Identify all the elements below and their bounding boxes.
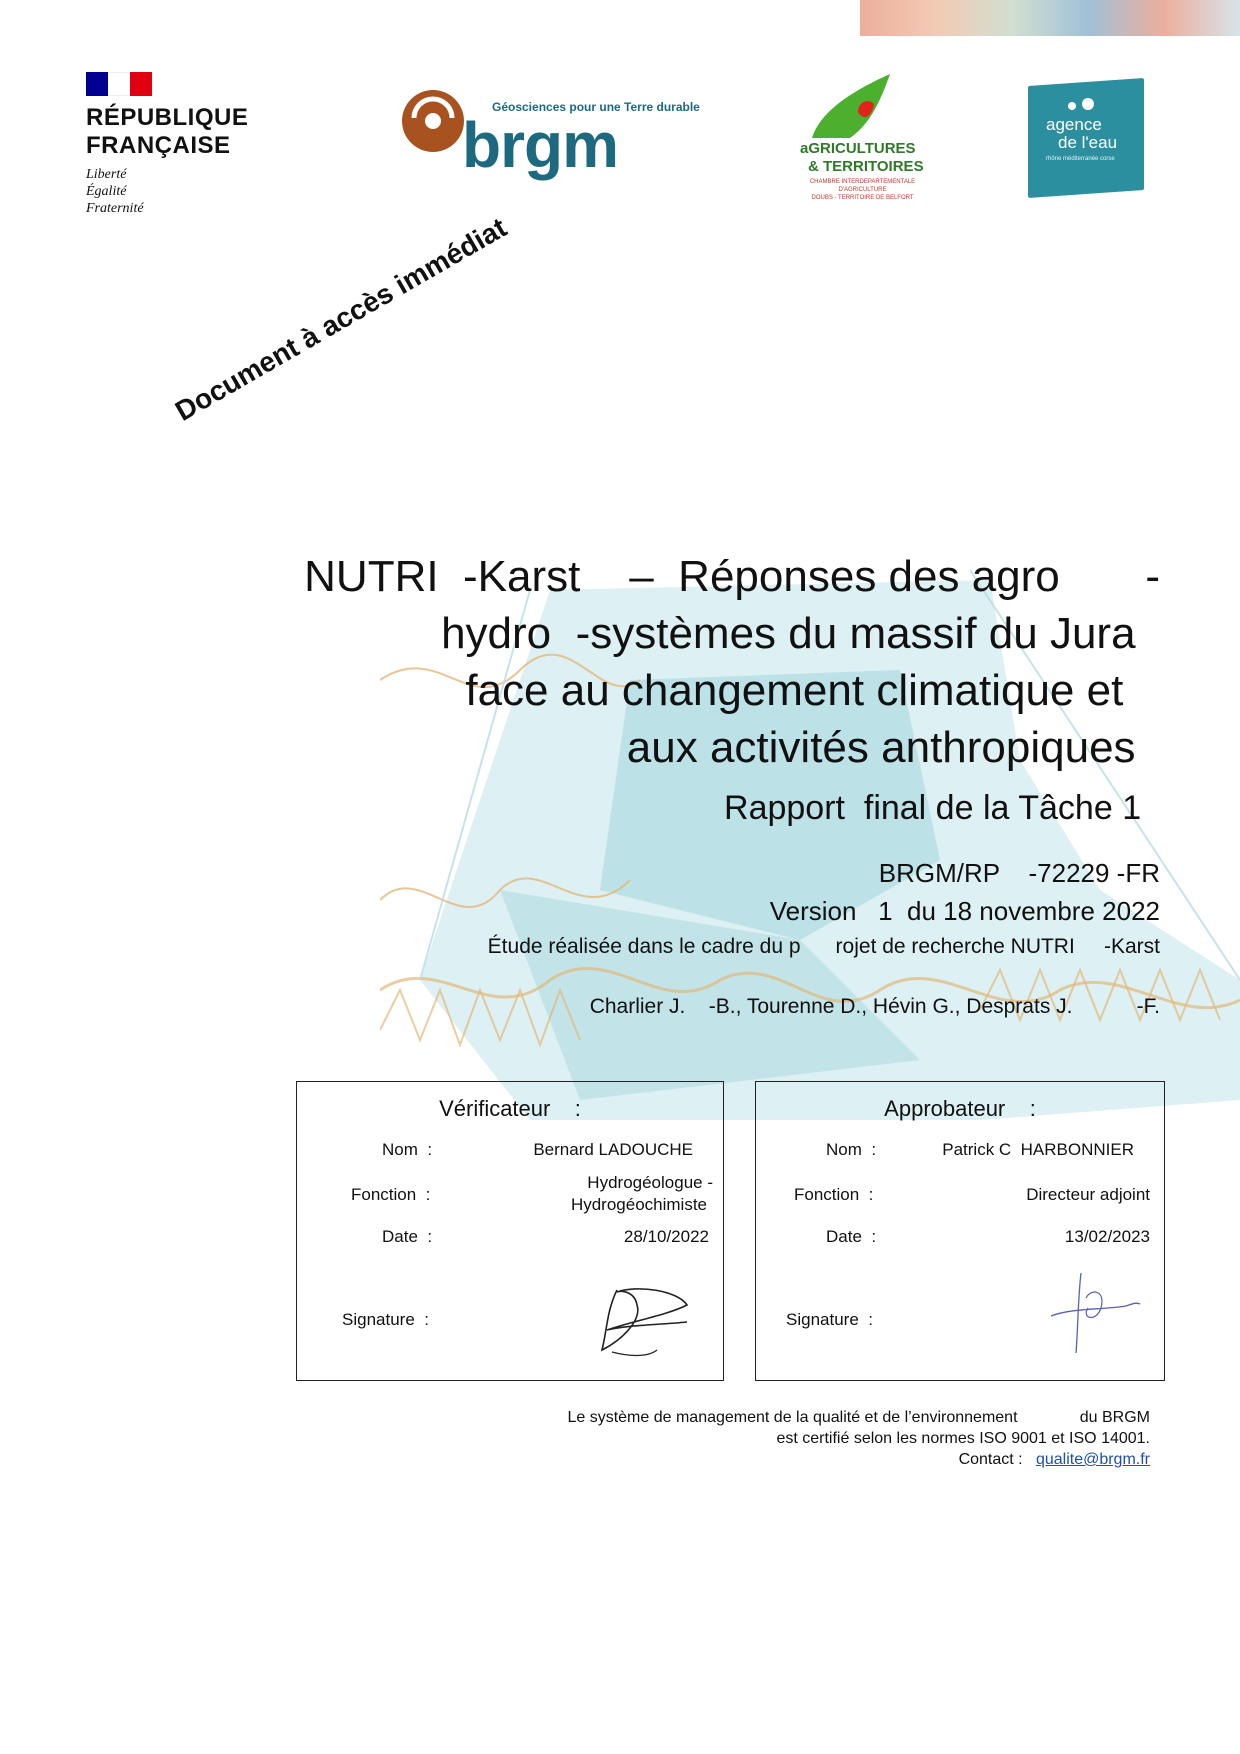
footer-line2: est certifié selon les normes ISO 9001 et ISO 14001. <box>776 1430 1150 1447</box>
access-stamp: Document à accès immédiat <box>170 211 512 427</box>
verif-fonction-label: Fonction : <box>351 1185 431 1204</box>
rf-motto <box>86 166 256 217</box>
republique-francaise-logo <box>86 72 256 216</box>
agence-eau-line1: agence <box>1046 115 1102 134</box>
title-line-1: NUTRI -Karst – Réponses des agro - <box>304 552 1160 601</box>
title-line-2: hydro -systèmes du massif du Jura <box>441 609 1160 658</box>
contact-email-link[interactable]: qualite@brgm.fr <box>1035 1451 1150 1468</box>
appro-date-value: 13/02/2023 <box>1064 1227 1150 1246</box>
brgm-name: brgm <box>462 109 618 181</box>
title-line-4: aux activités anthropiques <box>626 723 1160 772</box>
agri-sub3: DOUBS - TERRITOIRE DE BELFORT <box>811 195 914 201</box>
contact-label: Contact : <box>958 1451 1032 1468</box>
verif-signature-icon <box>597 1280 697 1360</box>
agence-eau-line3: rhône méditerranée corse <box>1046 156 1115 162</box>
title-block <box>300 548 1160 1022</box>
top-map-strip <box>860 0 1240 36</box>
motto-fraternite: Fraternité <box>86 201 144 216</box>
rf-name <box>86 104 256 160</box>
quality-footer <box>520 1407 1150 1470</box>
appro-signature-label: Signature : <box>786 1310 873 1329</box>
rf-name-line2: FRANÇAISE <box>86 132 231 159</box>
appro-signature-icon <box>1046 1268 1146 1358</box>
agri-name-line1: aGRICULTURES <box>800 140 916 157</box>
appro-nom-value: Patrick C HARBONNIER <box>942 1140 1134 1159</box>
rf-name-line1: RÉPUBLIQUE <box>86 104 249 131</box>
verif-fonction-line1: Hydrogéologue - <box>587 1173 713 1192</box>
agricultures-territoires-logo <box>800 72 925 212</box>
verif-date-value: 28/10/2022 <box>623 1227 709 1246</box>
agri-sub2: D'AGRICULTURE <box>838 187 887 193</box>
report-reference: BRGM/RP -72229 -FR <box>878 858 1160 888</box>
motto-egalite: Égalité <box>86 184 127 199</box>
water-drop-icon <box>1064 96 1100 114</box>
motto-liberte: Liberté <box>86 167 127 182</box>
verif-nom-label: Nom : <box>382 1140 433 1159</box>
appro-date-label: Date : <box>826 1227 877 1246</box>
agence-eau-line2: de l'eau <box>1058 133 1118 152</box>
agri-sub1: CHAMBRE INTERDEPARTEMENTALE <box>809 179 916 185</box>
verificateur-title: Vérificateur : <box>439 1096 581 1121</box>
brgm-tagline: Géosciences pour une Terre durable <box>492 100 700 114</box>
title-line-3: face au changement climatique et <box>465 666 1160 715</box>
study-context: Étude réalisée dans le cadre du p rojet de recherche NUTRI -Karst <box>487 935 1160 958</box>
verif-date-label: Date : <box>382 1227 433 1246</box>
footer-line1: Le système de management de la qualité et de l’environnement du BRGM <box>567 1409 1150 1426</box>
verif-nom-value: Bernard LADOUCHE <box>533 1140 693 1159</box>
approbateur-title: Approbateur : <box>884 1096 1036 1121</box>
verif-fonction-line2: Hydrogéochimiste <box>570 1195 707 1214</box>
agence-de-leau-logo <box>1028 82 1150 198</box>
french-flag-icon <box>86 72 152 96</box>
flag-blue <box>86 72 108 96</box>
agri-name-line2: & TERRITOIRES <box>808 158 924 175</box>
footer-contact <box>520 1449 1150 1470</box>
appro-fonction-value: Directeur adjoint <box>1026 1185 1150 1204</box>
verif-signature-label: Signature : <box>342 1310 429 1329</box>
brgm-logo <box>400 88 700 198</box>
appro-nom-label: Nom : <box>826 1140 877 1159</box>
agri-subtitle <box>800 178 925 202</box>
flag-red <box>130 72 152 96</box>
approbateur-box <box>755 1081 1165 1381</box>
verificateur-box <box>296 1081 724 1381</box>
flag-white <box>108 72 130 96</box>
agri-leaf-icon <box>810 72 894 142</box>
report-subtitle: Rapport final de la Tâche 1 <box>724 789 1160 827</box>
report-version: Version 1 du 18 novembre 2022 <box>769 896 1160 926</box>
appro-fonction-label: Fonction : <box>794 1185 874 1204</box>
authors: Charlier J. -B., Tourenne D., Hévin G., Desprats J. -F. <box>589 995 1160 1018</box>
brgm-emblem-icon <box>400 88 466 154</box>
